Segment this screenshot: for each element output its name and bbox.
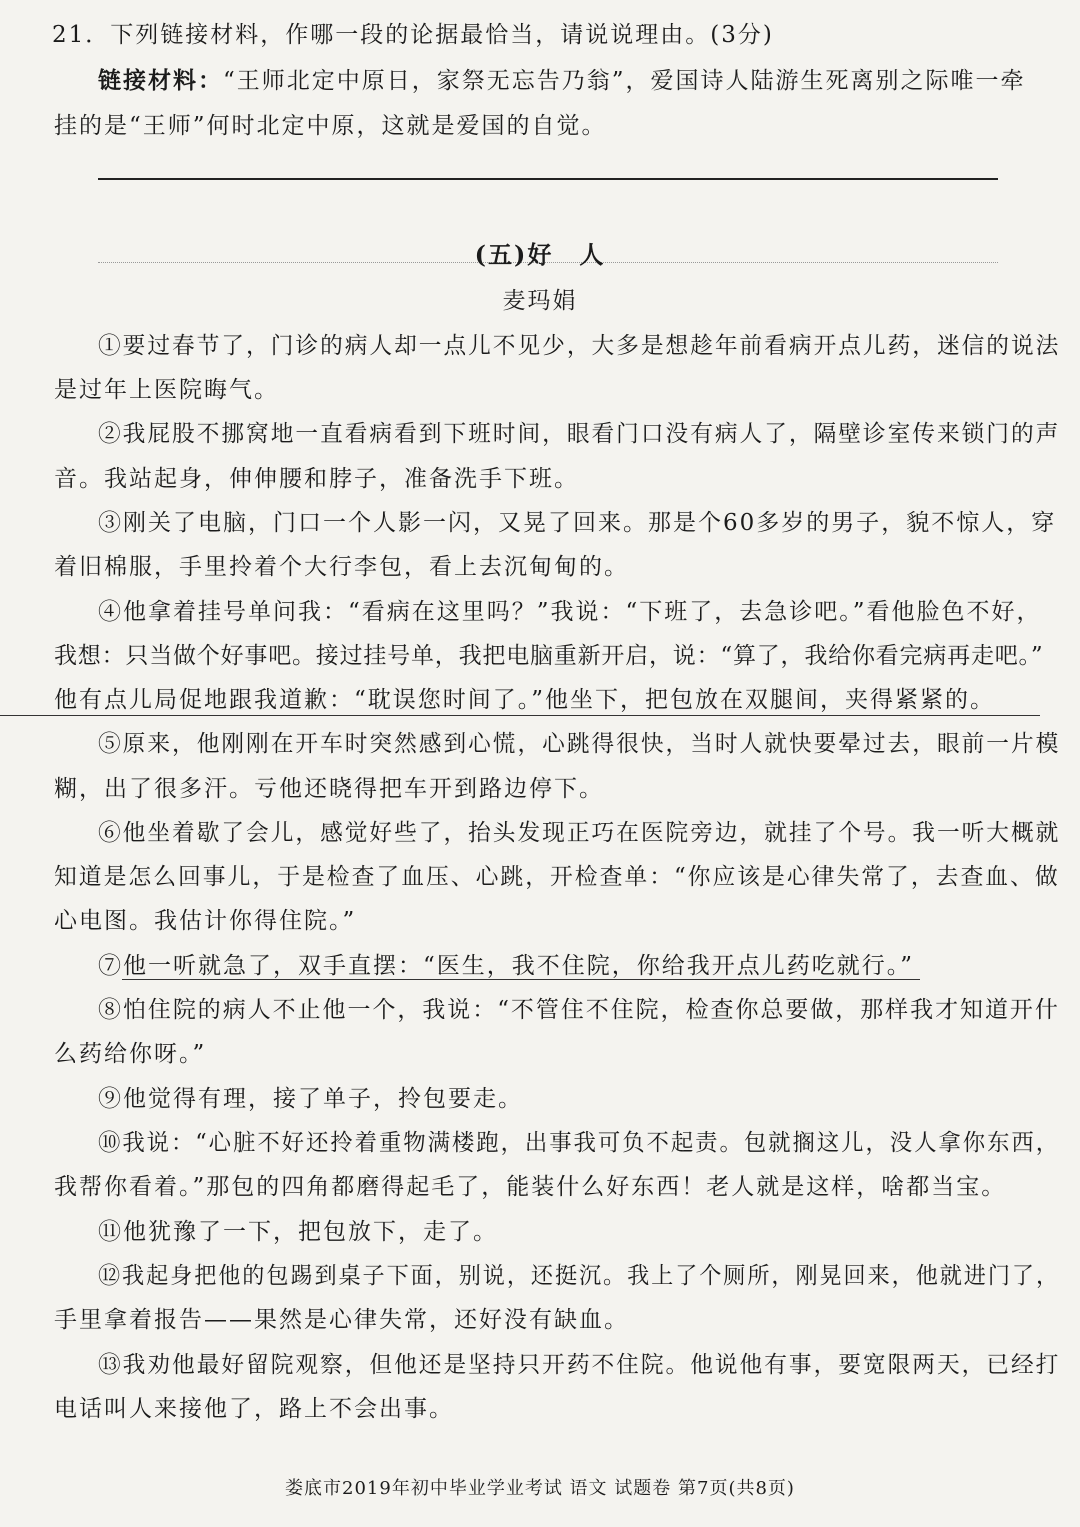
paragraph-line: ③刚关了电脑，门口一个人影一闪，又晃了回来。那是个60多岁的男子，貌不惊人，穿 (98, 510, 1057, 536)
paragraph-line: 着旧棉服，手里拎着个大行李包，看上去沉甸甸的。 (54, 554, 629, 580)
paragraph-line: 糊，出了很多汗。亏他还晓得把车开到路边停下。 (54, 776, 604, 802)
paragraph-line: 心电图。我估计你得住院。” (54, 908, 357, 934)
article-author: 麦玛娟 (502, 288, 578, 314)
article-title: (五)好 人 (474, 240, 606, 269)
paragraph-line: ②我屁股不挪窝地一直看病看到下班时间，眼看门口没有病人了，隔壁诊室传来锁门的声 (98, 421, 1061, 447)
paragraph-line: 我帮你看着。”那包的四角都磨得起毛了，能装什么好东西！老人就是这样，啥都当宝。 (54, 1174, 1007, 1200)
paragraph-line: 知道是怎么回事儿，于是检查了血压、心跳，开检查单：“你应该是心律失常了，去查血、做 (54, 864, 1060, 890)
paragraph-line: 音。我站起身，伸伸腰和脖子，准备洗手下班。 (54, 466, 579, 492)
paragraph-line: 手里拿着报告——果然是心律失常，还好没有缺血。 (54, 1307, 629, 1333)
material-label: 链接材料： (98, 67, 223, 94)
paragraph-line: 他有点儿局促地跟我道歉：“耽误您时间了。”他坐下，把包放在双腿间，夹得紧紧的。 (54, 687, 996, 713)
paragraph-line: ⑤原来，他刚刚在开车时突然感到心慌，心跳得很快，当时人就快要晕过去，眼前一片模 (98, 731, 1061, 757)
paragraph-line: 我想：只当做个好事吧。接过挂号单，我把电脑重新开启，说：“算了，我给你看完病再走吧。” (54, 643, 1044, 669)
answer-line (98, 178, 998, 180)
underline-rule (0, 715, 1040, 716)
paragraph-line: ⑪他犹豫了一下，把包放下，走了。 (98, 1219, 498, 1245)
paragraph-line: ⑧怕住院的病人不止他一个，我说：“不管住不住院，检查你总要做，那样我才知道开什 (98, 997, 1060, 1023)
paragraph-line: ④他拿着挂号单问我：“看病在这里吗？”我说：“下班了，去急诊吧。”看他脸色不好， (98, 599, 1042, 625)
paragraph-line: ⑬我劝他最好留院观察，但他还是坚持只开药不住院。他说他有事，要宽限两天，已经打 (98, 1352, 1061, 1378)
underline-rule (122, 979, 920, 980)
material-text: “王师北定中原日，家祭无忘告乃翁”，爱国诗人陆游生死离别之际唯一牵 (223, 68, 1026, 94)
paragraph-line: ⑫我起身把他的包踢到桌子下面，别说，还挺沉。我上了个厕所，刚晃回来，他就进门了， (98, 1263, 1060, 1289)
question-stem: 21．下列链接材料，作哪一段的论据最恰当，请说说理由。(3分) (52, 22, 774, 48)
paragraph-line: 是过年上医院晦气。 (54, 377, 279, 403)
material-line-1 (98, 66, 1026, 96)
paragraph-line: ⑨他觉得有理，接了单子，拎包要走。 (98, 1086, 523, 1112)
paragraph-line: ①要过春节了，门诊的病人却一点儿不见少，大多是想趁年前看病开点儿药，迷信的说法 (98, 333, 1061, 359)
page-footer: 娄底市2019年初中毕业学业考试 语文 试题卷 第7页(共8页) (285, 1478, 795, 1499)
paragraph-line: ⑦他一听就急了，双手直摆：“医生，我不住院，你给我开点儿药吃就行。” (98, 953, 915, 979)
paragraph-line: ⑥他坐着歇了会儿，感觉好些了，抬头发现正巧在医院旁边，就挂了个号。我一听大概就 (98, 820, 1061, 846)
material-line-2: 挂的是“王师”何时北定中原，这就是爱国的自觉。 (54, 113, 607, 139)
paragraph-line: 电话叫人来接他了，路上不会出事。 (54, 1396, 454, 1422)
paragraph-line: ⑩我说：“心脏不好还拎着重物满楼跑，出事我可负不起责。包就搁这儿，没人拿你东西， (98, 1130, 1061, 1156)
paragraph-line: 么药给你呀。” (54, 1041, 207, 1067)
